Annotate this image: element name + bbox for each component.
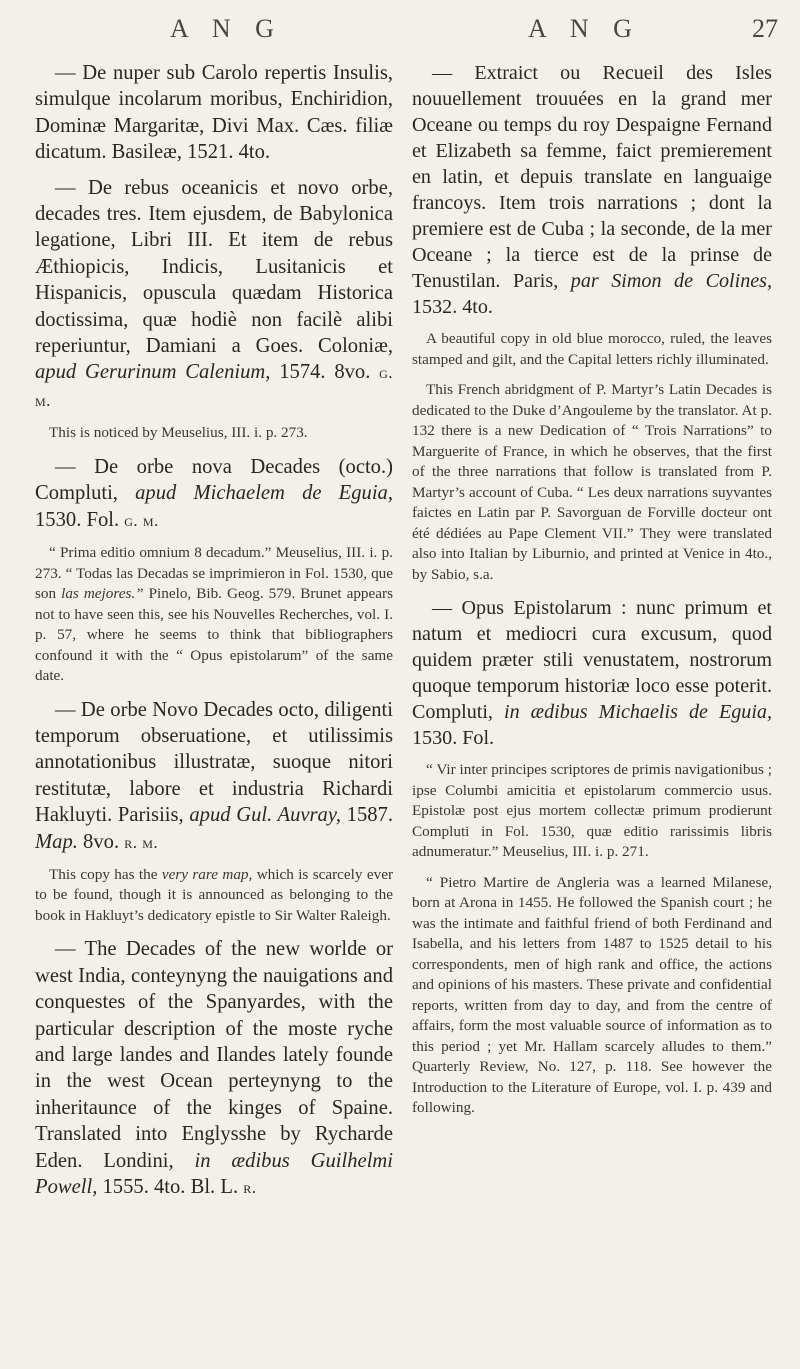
header-left: A N G bbox=[170, 14, 283, 43]
entry-hakluyt-1587: — De orbe Novo Decades octo, diligenti temporum obseruatione, et utilissimis annotationibus illustratæ, suoque nitori restitutæ, labore et industria Richardi Hakluyti. Parisiis, apud Gul. Auvray, 1587. Map. 8vo. r. m. bbox=[35, 698, 394, 853]
entry-enchiridion: — De nuper sub Carolo repertis Insulis, simulque incolarum moribus, Enchiridion, Dominæ Margaritæ, Divi Max. Cæs. filiæ dicatum. Basileæ, 1521. 4to. bbox=[35, 62, 393, 164]
note-blue-morocco: A beautiful copy in old blue morocco, ruled, the leaves stamped and gilt, and the Capital letters richly illuminated. bbox=[412, 330, 772, 368]
entry-rebus-oceanicis: — De rebus oceanicis et novo orbe, decades tres. Item ejusdem, de Babylonica legatione, Libri III. Et item de rebus Æthiopicis, Indicis, Lusitanicis et Hispanicis, opuscula quædam Historica doctissima, quæ hodiè non facilè alibi reperiuntur, Damiani a Goes. Coloniæ, apud Gerurinum Calenium, 1574. 8vo. g. m. bbox=[35, 176, 393, 410]
running-header bbox=[0, 14, 800, 54]
entry-extraict: — Extraict ou Recueil des Isles nouuellement trouuées en la grand mer Oceane ou temps du roy Despaigne Fernand et Elizabeth sa femme, faict premierement en latin, et depuis translate en languaige francoys. Item trois narrations ; dont la premiere est de Cuba ; la seconde, de la mer Oceane ; la tierce est de la prinse de Tenustilan. Paris, par Simon de Colines, 1532. 4to. bbox=[412, 62, 773, 318]
entry-opus-epistolarum: — Opus Epistolarum : nunc primum et natum et mediocri cura excusum, quod quidem præter stili venustatem, nostrorum quoque temporum historiæ loco esse poterit. Compluti, in ædibus Michaelis de Eguia, 1530. Fol. bbox=[412, 597, 772, 749]
note-rare-map: This copy has the very rare map, which is scarcely ever to be found, though it is announced as belonging to the book in Hakluyt’s dedicatory epistle to Sir Walter Raleigh. bbox=[35, 865, 393, 924]
left-column bbox=[35, 60, 393, 1211]
entry-decades-new-worlde: — The Decades of the new worlde or west India, conteynyng the nauigations and conquestes of the Spanyardes, with the particular description of the moste ryche and large landes and Ilandes lately founde in the west Ocean perteynyng to the inheritaunce of the kinges of Spaine. Translated into Englysshe by Rycharde Eden. Londini, in ædibus Guilhelmi Powell, 1555. 4to. Bl. L. r. bbox=[35, 938, 394, 1199]
note-vir-inter: “ Vir inter principes scriptores de primis navigationibus ; ipse Columbi amicitia et epistolarum commercio usus. Epistolæ post ejus mortem collectæ primum prodierunt Compluti in Fol. 1530, quæ editio rarissimis libris adnumeratur.” Meuselius, III. i. p. 271. bbox=[412, 761, 772, 860]
header-right: A N G bbox=[528, 14, 641, 43]
note-french-abridgment: This French abridgment of P. Martyr’s Latin Decades is dedicated to the Duke d’Angouleme by the translator. At p. 132 there is a new Dedication of “ Trois Narrations” to Marguerite of France, in which he observes, that the first of the three narrations that follow is translated from P. Martyr’s account of Cuba. “ Les deux narrations suyvantes faictes en Latin par P. Savorguan de Forville docteur ont été dédiées au Pape Clement VII.” They were translated also into Italian by Liburnio, and printed at Venice in 4to., by Sabio, s.a. bbox=[412, 381, 772, 583]
entry-orbe-nova-1530: — De orbe nova Decades (octo.) Compluti, apud Michaelem de Eguia, 1530. Fol. g. m. bbox=[35, 455, 393, 531]
note-meuselius: This is noticed by Meuselius, III. i. p. 273. bbox=[49, 424, 308, 442]
note-prima-editio: “ Prima editio omnium 8 decadum.” Meuselius, III. i. p. 273. “ Todas las Decadas se imprimieron in Fol. 1530, que son las mejores.” Pinelo, Bib. Geog. 579. Brunet appears not to have seen this, see his Nouvelles Recherches, vol. I. p. 57, where he seems to think that bibliographers confound it with the “ Opus epistolarum” of the same date. bbox=[35, 544, 393, 684]
right-column bbox=[412, 60, 772, 1129]
page-number: 27 bbox=[752, 14, 778, 43]
note-pietro-martire: “ Pietro Martire de Angleria was a learned Milanese, born at Arona in 1455. He followed the Spanish court ; he was the intimate and faithful friend of both Ferdinand and Isabella, and his letters from 1487 to 1525 detail to his correspondents, men of high rank and office, the actions and opinions of his masters. These private and confidential reports, written from day to day, and from the centre of affairs, form the most valuable source of information as to this period ; yet Mr. Hallam scarcely alludes to them.” Quarterly Review, No. 127, p. 118. See however the Introduction to the Literature of Europe, vol. I. p. 439 and following. bbox=[412, 873, 772, 1116]
